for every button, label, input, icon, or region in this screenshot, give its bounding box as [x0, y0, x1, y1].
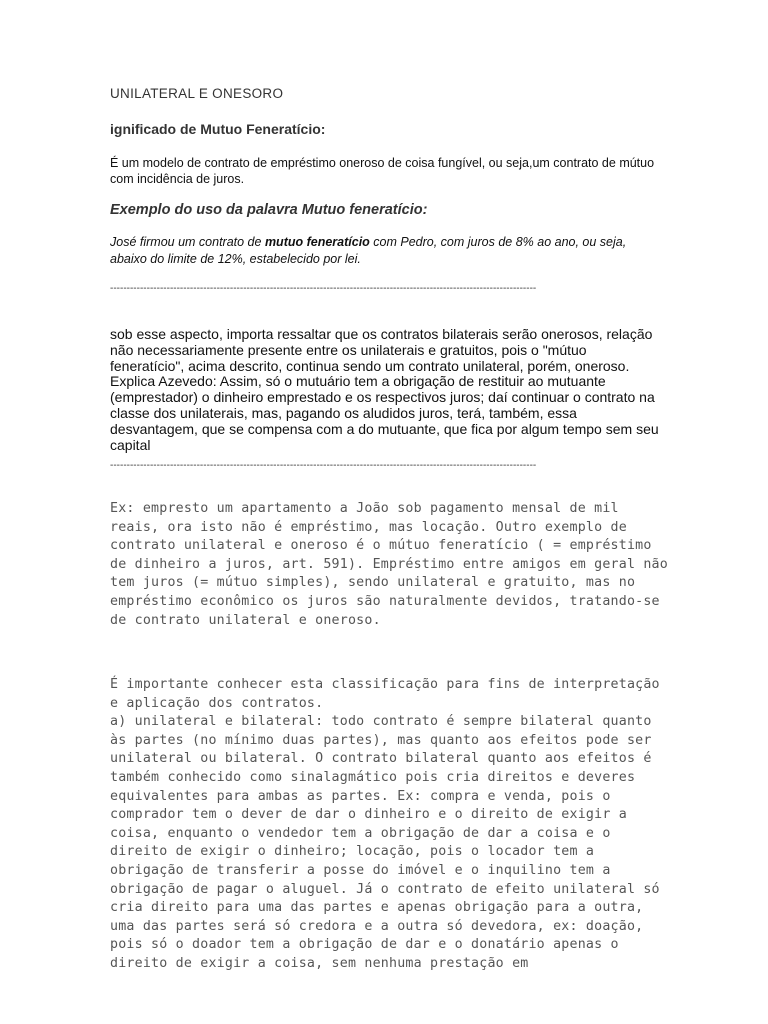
example-text — [110, 234, 655, 268]
separator-line: -------------------------------------------------------------------------------------------------------------------------------- — [110, 461, 537, 471]
classification-item-a: a) unilateral e bilateral: todo contrato é sempre bilateral quanto às partes (no mínimo duas partes), mas quanto aos efeitos pode ser unilateral ou bilateral. O contrato bilateral quanto aos efeitos é também conhecido como sinalagmático pois cria direitos e deveres equivalentes para ambas as partes. Ex: compra e venda, pois o comprador tem o dever de dar o dinheiro e o direito de exigir a coisa, enquanto o vendedor tem a obrigação de dar a coisa e o direito de exigir o dinheiro; locação, pois o locador tem a obrigação de transferir a posse do imóvel e o inquilino tem a obrigação de pagar o aluguel. Já o contrato de efeito unilateral só cria direito para uma das partes e apenas obrigação para a outra, uma das partes será só credora e a outra só devedora, ex: doação, pois só o doador tem a obrigação de dar e o donatário apenas o direito de exigir a coisa, sem nenhuma prestação em — [110, 714, 660, 971]
example-text-bold: mutuo feneratício — [264, 235, 370, 249]
example-text-before: José firmou um contrato de — [110, 235, 265, 249]
example-text-after: com Pedro, com juros de 8% ao ano, ou seja, abaixo do limite de 12%, estabelecido por lei. — [110, 235, 627, 266]
separator-line: -------------------------------------------------------------------------------------------------------------------------------- — [110, 284, 537, 294]
example-title: Exemplo do uso da palavra Mutuo feneratício: — [110, 202, 428, 218]
document-heading: UNILATERAL E ONESORO — [110, 86, 284, 101]
paragraph-classification — [110, 676, 670, 974]
definition-title: ignificado de Mutuo Feneratício: — [110, 121, 326, 137]
paragraph-example: Ex: empresto um apartamento a João sob pagamento mensal de mil reais, ora isto não é empréstimo, mas locação. Outro exemplo de contrato unilateral e oneroso é o mútuo feneratício ( = empréstimo de dinheiro a juros, art. 591). Empréstimo entre amigos em geral não tem juros (= mútuo simples), sendo unilateral e gratuito, mas no empréstimo econômico os juros são naturalmente devidos, tratando-se de contrato unilateral e oneroso. — [110, 501, 668, 628]
paragraph-azevedo: sob esse aspecto, importa ressaltar que os contratos bilaterais serão onerosos, relação não necessariamente presente entre os unilaterais e gratuitos, pois o "mútuo feneratício", acima descrito, continua sendo um contrato unilateral, porém, oneroso. Explica Azevedo: Assim, só o mutuário tem a obrigação de restituir ao mutuante (emprestador) o dinheiro emprestado e os respectivos juros; daí continuar o contrato na classe dos unilaterais, mas, pagando os aludidos juros, terá, também, essa desvantagem, que se compensa com a do mutuante, que fica por algum tempo sem seu capital — [110, 326, 659, 453]
classification-intro: É importante conhecer esta classificação para fins de interpretação e aplicação dos contratos. — [110, 677, 660, 711]
definition-text: É um modelo de contrato de empréstimo oneroso de coisa fungível, ou seja,um contrato de mútuo com incidência de juros. — [110, 156, 655, 186]
